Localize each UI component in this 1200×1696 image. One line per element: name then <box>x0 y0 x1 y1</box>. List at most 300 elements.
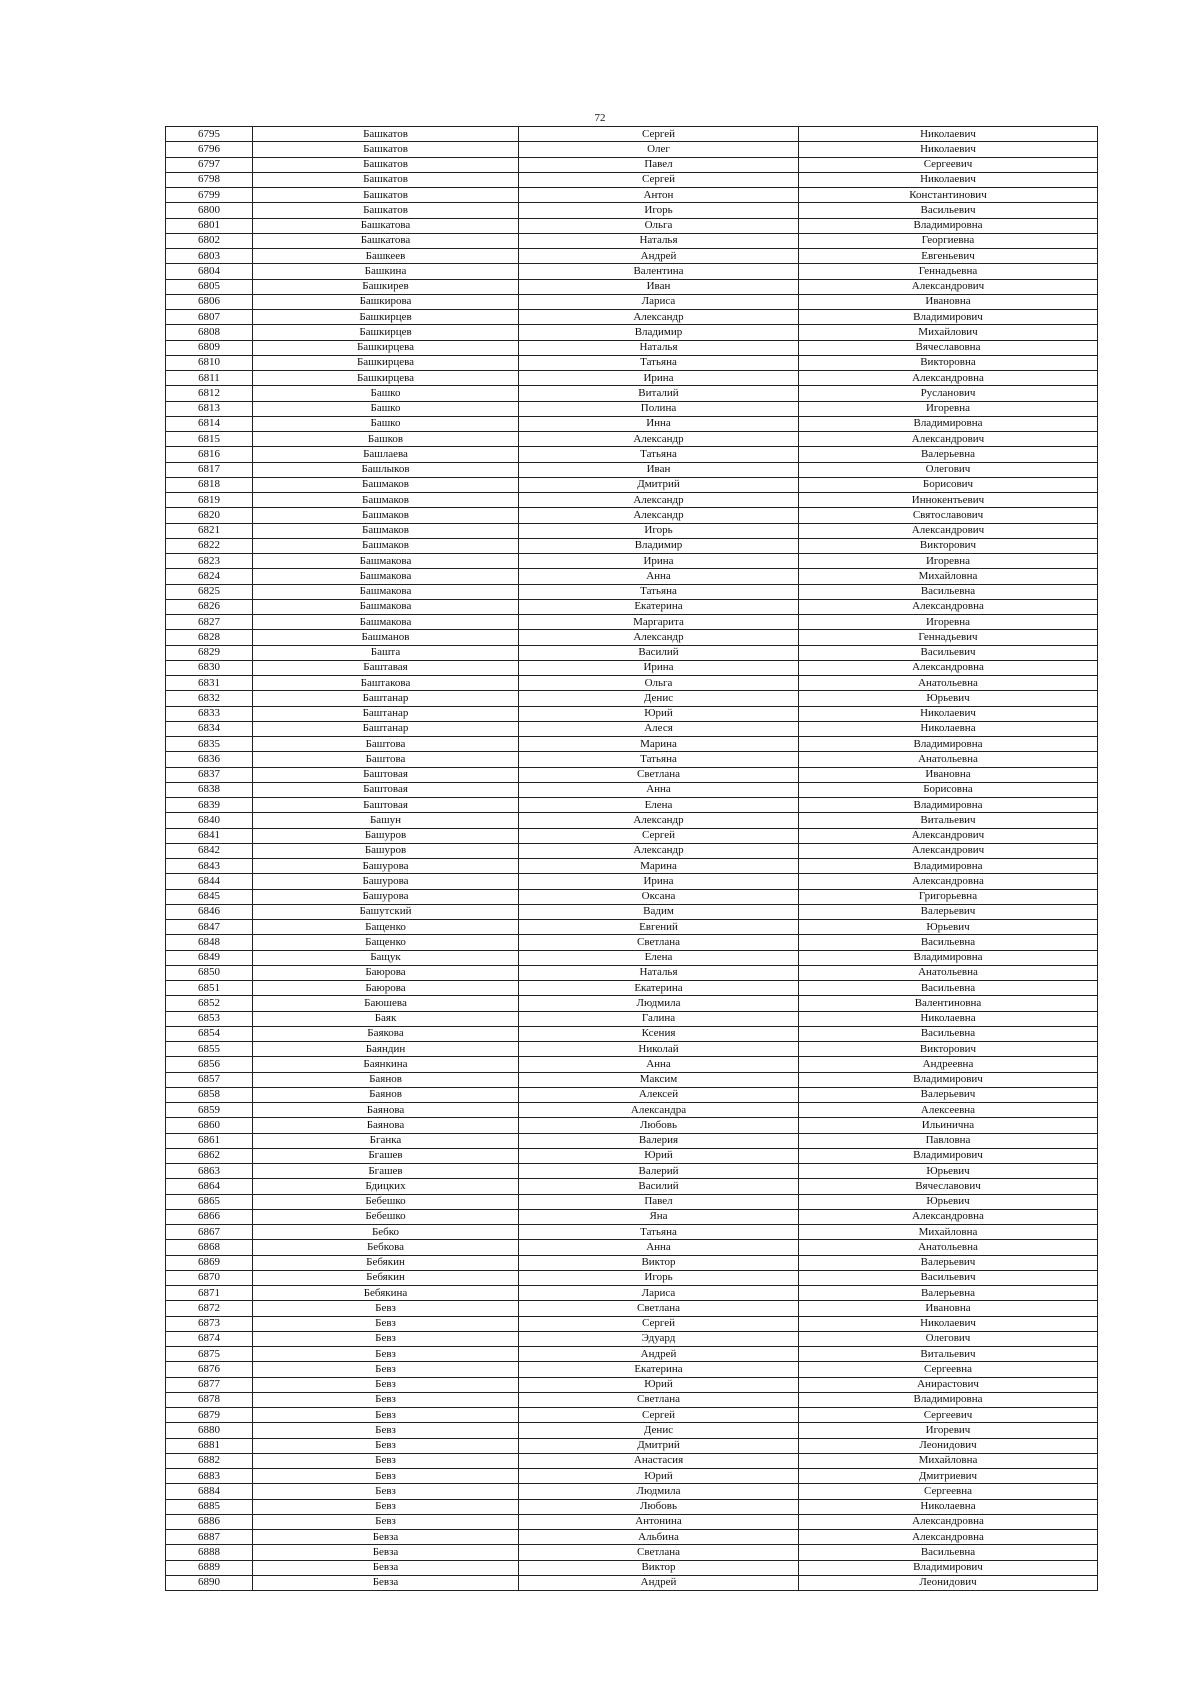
table-row <box>166 828 1098 843</box>
table-row <box>166 645 1098 660</box>
surname-cell: Башко <box>253 386 519 401</box>
table-row <box>166 752 1098 767</box>
record-number-cell: 6878 <box>166 1392 253 1407</box>
surname-cell: Баянкина <box>253 1057 519 1072</box>
record-number-cell: 6853 <box>166 1011 253 1026</box>
record-number-cell: 6875 <box>166 1347 253 1362</box>
record-number-cell: 6802 <box>166 233 253 248</box>
table-row <box>166 1316 1098 1331</box>
record-number-cell: 6872 <box>166 1301 253 1316</box>
record-number-cell: 6812 <box>166 386 253 401</box>
surname-cell: Башкирцева <box>253 355 519 370</box>
first-name-cell: Татьяна <box>519 1225 799 1240</box>
patronymic-cell: Александровна <box>799 599 1098 614</box>
record-number-cell: 6869 <box>166 1255 253 1270</box>
patronymic-cell: Васильевна <box>799 935 1098 950</box>
roster-table <box>165 126 1098 1591</box>
patronymic-cell: Анатольевна <box>799 1240 1098 1255</box>
surname-cell: Баштанар <box>253 721 519 736</box>
surname-cell: Башмаков <box>253 493 519 508</box>
table-row <box>166 782 1098 797</box>
first-name-cell: Валерий <box>519 1164 799 1179</box>
first-name-cell: Яна <box>519 1209 799 1224</box>
first-name-cell: Александра <box>519 1103 799 1118</box>
surname-cell: Бевз <box>253 1514 519 1529</box>
page-number: 72 <box>594 112 606 124</box>
table-row <box>166 1270 1098 1285</box>
patronymic-cell: Владимирович <box>799 1560 1098 1575</box>
record-number-cell: 6862 <box>166 1148 253 1163</box>
table-row <box>166 1103 1098 1118</box>
surname-cell: Бевз <box>253 1392 519 1407</box>
first-name-cell: Татьяна <box>519 355 799 370</box>
patronymic-cell: Витальевич <box>799 1347 1098 1362</box>
table-row <box>166 874 1098 889</box>
surname-cell: Бевз <box>253 1469 519 1484</box>
first-name-cell: Елена <box>519 950 799 965</box>
patronymic-cell: Александрович <box>799 432 1098 447</box>
table-row <box>166 981 1098 996</box>
table-row <box>166 127 1098 142</box>
table-row <box>166 477 1098 492</box>
record-number-cell: 6864 <box>166 1179 253 1194</box>
first-name-cell: Вадим <box>519 904 799 919</box>
patronymic-cell: Васильевна <box>799 1026 1098 1041</box>
table-row <box>166 706 1098 721</box>
record-number-cell: 6814 <box>166 416 253 431</box>
record-number-cell: 6835 <box>166 737 253 752</box>
table-row <box>166 1560 1098 1575</box>
surname-cell: Бащенко <box>253 935 519 950</box>
record-number-cell: 6843 <box>166 859 253 874</box>
record-number-cell: 6820 <box>166 508 253 523</box>
record-number-cell: 6842 <box>166 843 253 858</box>
patronymic-cell: Владимирович <box>799 1072 1098 1087</box>
patronymic-cell: Владимировна <box>799 950 1098 965</box>
surname-cell: Башко <box>253 416 519 431</box>
record-number-cell: 6876 <box>166 1362 253 1377</box>
patronymic-cell: Леонидович <box>799 1575 1098 1590</box>
surname-cell: Башмаков <box>253 523 519 538</box>
table-row <box>166 523 1098 538</box>
table-row <box>166 660 1098 675</box>
record-number-cell: 6854 <box>166 1026 253 1041</box>
first-name-cell: Андрей <box>519 1575 799 1590</box>
record-number-cell: 6811 <box>166 371 253 386</box>
surname-cell: Башкирцев <box>253 310 519 325</box>
record-number-cell: 6848 <box>166 935 253 950</box>
surname-cell: Башкатова <box>253 233 519 248</box>
first-name-cell: Валерия <box>519 1133 799 1148</box>
surname-cell: Башко <box>253 401 519 416</box>
patronymic-cell: Юрьевич <box>799 691 1098 706</box>
first-name-cell: Виталий <box>519 386 799 401</box>
patronymic-cell: Николаевна <box>799 721 1098 736</box>
patronymic-cell: Анатольевна <box>799 752 1098 767</box>
first-name-cell: Андрей <box>519 249 799 264</box>
surname-cell: Башурова <box>253 889 519 904</box>
surname-cell: Башурова <box>253 859 519 874</box>
surname-cell: Башкеев <box>253 249 519 264</box>
table-row <box>166 142 1098 157</box>
record-number-cell: 6877 <box>166 1377 253 1392</box>
patronymic-cell: Павловна <box>799 1133 1098 1148</box>
first-name-cell: Сергей <box>519 1316 799 1331</box>
first-name-cell: Людмила <box>519 996 799 1011</box>
first-name-cell: Александр <box>519 432 799 447</box>
table-row <box>166 386 1098 401</box>
first-name-cell: Валентина <box>519 264 799 279</box>
record-number-cell: 6881 <box>166 1438 253 1453</box>
record-number-cell: 6805 <box>166 279 253 294</box>
first-name-cell: Лариса <box>519 1286 799 1301</box>
first-name-cell: Екатерина <box>519 981 799 996</box>
patronymic-cell: Николаевич <box>799 706 1098 721</box>
first-name-cell: Сергей <box>519 1408 799 1423</box>
surname-cell: Баюрова <box>253 981 519 996</box>
record-number-cell: 6834 <box>166 721 253 736</box>
table-row <box>166 1408 1098 1423</box>
table-row <box>166 538 1098 553</box>
record-number-cell: 6890 <box>166 1575 253 1590</box>
table-row <box>166 264 1098 279</box>
first-name-cell: Александр <box>519 508 799 523</box>
record-number-cell: 6885 <box>166 1499 253 1514</box>
patronymic-cell: Александровна <box>799 660 1098 675</box>
surname-cell: Бебешко <box>253 1209 519 1224</box>
table-row <box>166 1225 1098 1240</box>
first-name-cell: Ирина <box>519 660 799 675</box>
surname-cell: Башкина <box>253 264 519 279</box>
surname-cell: Башкирев <box>253 279 519 294</box>
first-name-cell: Анна <box>519 1057 799 1072</box>
first-name-cell: Юрий <box>519 1377 799 1392</box>
patronymic-cell: Иннокентьевич <box>799 493 1098 508</box>
surname-cell: Баянова <box>253 1118 519 1133</box>
patronymic-cell: Витальевич <box>799 813 1098 828</box>
record-number-cell: 6882 <box>166 1453 253 1468</box>
record-number-cell: 6874 <box>166 1331 253 1346</box>
surname-cell: Баюрова <box>253 965 519 980</box>
table-row <box>166 721 1098 736</box>
patronymic-cell: Владимирович <box>799 310 1098 325</box>
surname-cell: Бевз <box>253 1438 519 1453</box>
table-row <box>166 1484 1098 1499</box>
first-name-cell: Инна <box>519 416 799 431</box>
patronymic-cell: Валерьевич <box>799 904 1098 919</box>
table-row <box>166 1362 1098 1377</box>
record-number-cell: 6798 <box>166 172 253 187</box>
surname-cell: Баштовая <box>253 767 519 782</box>
first-name-cell: Светлана <box>519 935 799 950</box>
patronymic-cell: Юрьевич <box>799 1194 1098 1209</box>
first-name-cell: Алеся <box>519 721 799 736</box>
surname-cell: Баяк <box>253 1011 519 1026</box>
first-name-cell: Александр <box>519 310 799 325</box>
record-number-cell: 6840 <box>166 813 253 828</box>
first-name-cell: Павел <box>519 1194 799 1209</box>
first-name-cell: Сергей <box>519 828 799 843</box>
record-number-cell: 6829 <box>166 645 253 660</box>
patronymic-cell: Михайловна <box>799 1225 1098 1240</box>
first-name-cell: Наталья <box>519 965 799 980</box>
table-row <box>166 1026 1098 1041</box>
first-name-cell: Татьяна <box>519 752 799 767</box>
surname-cell: Баянов <box>253 1072 519 1087</box>
table-row <box>166 1438 1098 1453</box>
table-row <box>166 1179 1098 1194</box>
patronymic-cell: Васильевич <box>799 1270 1098 1285</box>
surname-cell: Баштова <box>253 752 519 767</box>
surname-cell: Башкирцева <box>253 371 519 386</box>
table-row <box>166 554 1098 569</box>
patronymic-cell: Борисович <box>799 477 1098 492</box>
record-number-cell: 6857 <box>166 1072 253 1087</box>
table-row <box>166 447 1098 462</box>
first-name-cell: Ольга <box>519 218 799 233</box>
table-row <box>166 1301 1098 1316</box>
patronymic-cell: Юрьевич <box>799 920 1098 935</box>
first-name-cell: Игорь <box>519 523 799 538</box>
patronymic-cell: Игоревна <box>799 401 1098 416</box>
patronymic-cell: Анирастович <box>799 1377 1098 1392</box>
first-name-cell: Наталья <box>519 340 799 355</box>
record-number-cell: 6868 <box>166 1240 253 1255</box>
table-row <box>166 310 1098 325</box>
table-row <box>166 279 1098 294</box>
patronymic-cell: Владимировна <box>799 798 1098 813</box>
surname-cell: Башлаева <box>253 447 519 462</box>
table-row <box>166 1423 1098 1438</box>
record-number-cell: 6836 <box>166 752 253 767</box>
patronymic-cell: Ивановна <box>799 294 1098 309</box>
patronymic-cell: Николаевич <box>799 127 1098 142</box>
first-name-cell: Ольга <box>519 676 799 691</box>
record-number-cell: 6860 <box>166 1118 253 1133</box>
patronymic-cell: Сергеевич <box>799 1408 1098 1423</box>
patronymic-cell: Ивановна <box>799 1301 1098 1316</box>
patronymic-cell: Сергеевна <box>799 1362 1098 1377</box>
table-row <box>166 1194 1098 1209</box>
table-row <box>166 737 1098 752</box>
patronymic-cell: Васильевна <box>799 1545 1098 1560</box>
table-row <box>166 1392 1098 1407</box>
surname-cell: Бебкова <box>253 1240 519 1255</box>
record-number-cell: 6800 <box>166 203 253 218</box>
record-number-cell: 6807 <box>166 310 253 325</box>
patronymic-cell: Геннадьевич <box>799 630 1098 645</box>
surname-cell: Башков <box>253 432 519 447</box>
first-name-cell: Николай <box>519 1042 799 1057</box>
record-number-cell: 6817 <box>166 462 253 477</box>
record-number-cell: 6889 <box>166 1560 253 1575</box>
first-name-cell: Иван <box>519 279 799 294</box>
record-number-cell: 6816 <box>166 447 253 462</box>
table-row <box>166 996 1098 1011</box>
surname-cell: Бевз <box>253 1423 519 1438</box>
table-row <box>166 1499 1098 1514</box>
record-number-cell: 6871 <box>166 1286 253 1301</box>
table-row <box>166 172 1098 187</box>
table-row <box>166 1118 1098 1133</box>
patronymic-cell: Викторовна <box>799 355 1098 370</box>
patronymic-cell: Александровна <box>799 1209 1098 1224</box>
surname-cell: Баяндин <box>253 1042 519 1057</box>
first-name-cell: Владимир <box>519 325 799 340</box>
patronymic-cell: Валерьевна <box>799 1286 1098 1301</box>
record-number-cell: 6796 <box>166 142 253 157</box>
surname-cell: Башкатов <box>253 127 519 142</box>
patronymic-cell: Георгиевна <box>799 233 1098 248</box>
first-name-cell: Антонина <box>519 1514 799 1529</box>
table-row <box>166 1087 1098 1102</box>
surname-cell: Башуров <box>253 828 519 843</box>
surname-cell: Башкирцева <box>253 340 519 355</box>
record-number-cell: 6884 <box>166 1484 253 1499</box>
patronymic-cell: Викторович <box>799 1042 1098 1057</box>
surname-cell: Бебешко <box>253 1194 519 1209</box>
record-number-cell: 6866 <box>166 1209 253 1224</box>
table-row <box>166 599 1098 614</box>
patronymic-cell: Дмитриевич <box>799 1469 1098 1484</box>
table-row <box>166 340 1098 355</box>
table-row <box>166 325 1098 340</box>
surname-cell: Бгашев <box>253 1148 519 1163</box>
table-row <box>166 904 1098 919</box>
table-row <box>166 157 1098 172</box>
first-name-cell: Любовь <box>519 1499 799 1514</box>
patronymic-cell: Русланович <box>799 386 1098 401</box>
surname-cell: Баянова <box>253 1103 519 1118</box>
record-number-cell: 6886 <box>166 1514 253 1529</box>
first-name-cell: Антон <box>519 188 799 203</box>
table-row <box>166 1255 1098 1270</box>
surname-cell: Башун <box>253 813 519 828</box>
record-number-cell: 6880 <box>166 1423 253 1438</box>
record-number-cell: 6799 <box>166 188 253 203</box>
surname-cell: Башта <box>253 645 519 660</box>
first-name-cell: Ксения <box>519 1026 799 1041</box>
table-row <box>166 889 1098 904</box>
first-name-cell: Алексей <box>519 1087 799 1102</box>
patronymic-cell: Александровна <box>799 1514 1098 1529</box>
record-number-cell: 6883 <box>166 1469 253 1484</box>
patronymic-cell: Викторович <box>799 538 1098 553</box>
table-row <box>166 843 1098 858</box>
first-name-cell: Дмитрий <box>519 477 799 492</box>
record-number-cell: 6815 <box>166 432 253 447</box>
table-row <box>166 401 1098 416</box>
record-number-cell: 6851 <box>166 981 253 996</box>
patronymic-cell: Александровна <box>799 1530 1098 1545</box>
first-name-cell: Денис <box>519 691 799 706</box>
surname-cell: Бебякин <box>253 1255 519 1270</box>
surname-cell: Бевз <box>253 1408 519 1423</box>
surname-cell: Бевза <box>253 1530 519 1545</box>
patronymic-cell: Евгеньевич <box>799 249 1098 264</box>
first-name-cell: Светлана <box>519 767 799 782</box>
table-row <box>166 920 1098 935</box>
record-number-cell: 6887 <box>166 1530 253 1545</box>
table-row <box>166 1011 1098 1026</box>
patronymic-cell: Анатольевна <box>799 676 1098 691</box>
patronymic-cell: Владимировна <box>799 416 1098 431</box>
first-name-cell: Александр <box>519 493 799 508</box>
patronymic-cell: Васильевна <box>799 981 1098 996</box>
record-number-cell: 6833 <box>166 706 253 721</box>
table-row <box>166 935 1098 950</box>
table-row <box>166 615 1098 630</box>
table-row <box>166 371 1098 386</box>
surname-cell: Баштовая <box>253 798 519 813</box>
first-name-cell: Анна <box>519 782 799 797</box>
patronymic-cell: Александрович <box>799 523 1098 538</box>
first-name-cell: Василий <box>519 1179 799 1194</box>
patronymic-cell: Валентиновна <box>799 996 1098 1011</box>
first-name-cell: Оксана <box>519 889 799 904</box>
table-row <box>166 691 1098 706</box>
table-row <box>166 1331 1098 1346</box>
first-name-cell: Эдуард <box>519 1331 799 1346</box>
first-name-cell: Марина <box>519 859 799 874</box>
table-row <box>166 813 1098 828</box>
record-number-cell: 6859 <box>166 1103 253 1118</box>
patronymic-cell: Александровна <box>799 874 1098 889</box>
surname-cell: Баштавая <box>253 660 519 675</box>
patronymic-cell: Владимировна <box>799 859 1098 874</box>
record-number-cell: 6863 <box>166 1164 253 1179</box>
surname-cell: Башманов <box>253 630 519 645</box>
record-number-cell: 6824 <box>166 569 253 584</box>
patronymic-cell: Ивановна <box>799 767 1098 782</box>
patronymic-cell: Андреевна <box>799 1057 1098 1072</box>
record-number-cell: 6822 <box>166 538 253 553</box>
patronymic-cell: Николаевна <box>799 1499 1098 1514</box>
record-number-cell: 6847 <box>166 920 253 935</box>
surname-cell: Башкатов <box>253 172 519 187</box>
first-name-cell: Александр <box>519 843 799 858</box>
record-number-cell: 6795 <box>166 127 253 142</box>
first-name-cell: Ирина <box>519 371 799 386</box>
table-row <box>166 493 1098 508</box>
first-name-cell: Наталья <box>519 233 799 248</box>
first-name-cell: Максим <box>519 1072 799 1087</box>
table-row <box>166 1530 1098 1545</box>
patronymic-cell: Игоревна <box>799 554 1098 569</box>
patronymic-cell: Константинович <box>799 188 1098 203</box>
table-row <box>166 1133 1098 1148</box>
record-number-cell: 6845 <box>166 889 253 904</box>
patronymic-cell: Алексеевна <box>799 1103 1098 1118</box>
first-name-cell: Галина <box>519 1011 799 1026</box>
table-row <box>166 188 1098 203</box>
first-name-cell: Евгений <box>519 920 799 935</box>
surname-cell: Бебко <box>253 1225 519 1240</box>
surname-cell: Башкирова <box>253 294 519 309</box>
patronymic-cell: Олегович <box>799 462 1098 477</box>
surname-cell: Бевз <box>253 1301 519 1316</box>
surname-cell: Башкирцев <box>253 325 519 340</box>
table-row <box>166 1072 1098 1087</box>
first-name-cell: Денис <box>519 1423 799 1438</box>
first-name-cell: Полина <box>519 401 799 416</box>
record-number-cell: 6849 <box>166 950 253 965</box>
surname-cell: Бгашев <box>253 1164 519 1179</box>
first-name-cell: Александр <box>519 630 799 645</box>
table-row <box>166 1209 1098 1224</box>
surname-cell: Башкатов <box>253 157 519 172</box>
record-number-cell: 6852 <box>166 996 253 1011</box>
